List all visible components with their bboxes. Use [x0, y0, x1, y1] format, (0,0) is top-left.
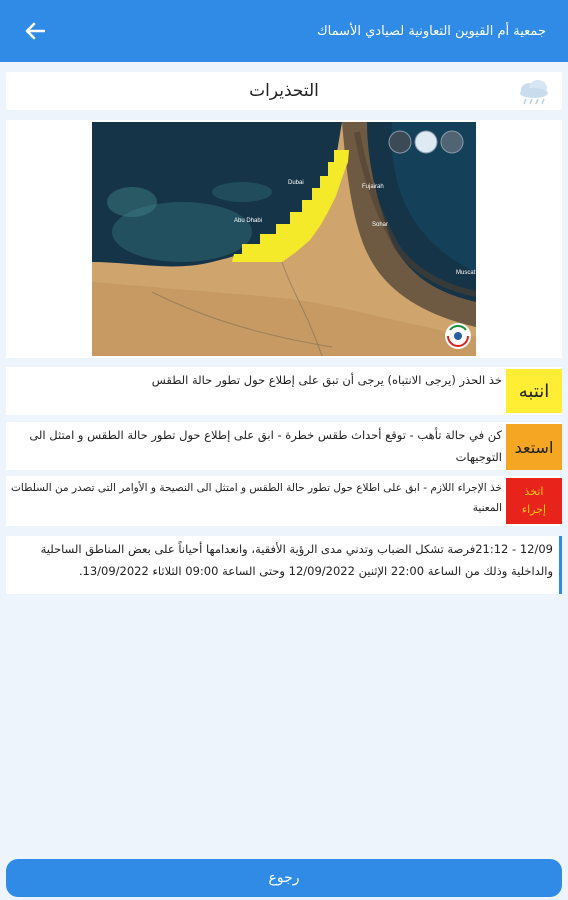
map-card — [6, 120, 562, 358]
warning-row-orange — [6, 422, 562, 470]
map-label-abu-dhabi: Abu Dhabi — [234, 218, 263, 224]
warning-description: خذ الإجراء اللازم - ابق على اطلاع حول تطور حالة الطقس و امتثل الى النصيحة و الأوامر التى تصدر من السلطات المعنية — [11, 482, 502, 514]
current-alert-text: 12/09 - 21:12فرصة تشكل الضباب وتدني مدى الرؤية الأفقية، وانعدامها أحياناً على بعض المناطق الساحلية والداخلية وذلك من الساعة 22:00 الإثنين 12/09/2022 وحتى الساعة 09:00 الثلاثاء 13/09/2022. — [40, 542, 553, 578]
back-button[interactable]: رجوع — [6, 859, 562, 897]
map-label-muscat: Muscat — [456, 270, 476, 276]
warning-description: خذ الحذر (يرجى الانتباه) يرجى أن تبق على إطلاع حول تطور حالة الطقس — [151, 373, 502, 387]
app-title: جمعية أم القيوين التعاونية لصيادي الأسماك — [316, 23, 546, 39]
map-label-dubai: Dubai — [288, 180, 304, 186]
warning-badge-yellow: انتبه — [506, 369, 562, 413]
badge-line-1: اتخذ — [524, 485, 544, 498]
badge-line-2: إجراء — [521, 503, 547, 516]
current-alert-card[interactable] — [6, 536, 562, 594]
back-arrow-button[interactable] — [24, 20, 46, 42]
page-title: التحذيرات — [249, 81, 319, 101]
warning-description: كن في حالة تأهب - توقع أحداث طقس خطرة - ابق على إطلاع حول تطور حالة الطقس و امتثل الى التوجيهات — [29, 428, 502, 464]
warning-map[interactable] — [92, 122, 476, 356]
arrow-back-icon — [25, 22, 45, 40]
map-label-sohar: Sohar — [372, 222, 389, 228]
warning-badge-orange: استعد — [506, 424, 562, 470]
page-header — [6, 72, 562, 110]
map-label-fujairah: Fujairah — [362, 184, 384, 190]
app-bar — [0, 0, 568, 62]
warning-row-yellow — [6, 367, 562, 415]
warning-badge-red — [506, 478, 562, 524]
warning-row-red — [6, 476, 562, 526]
cloud-rain-icon — [516, 76, 552, 106]
